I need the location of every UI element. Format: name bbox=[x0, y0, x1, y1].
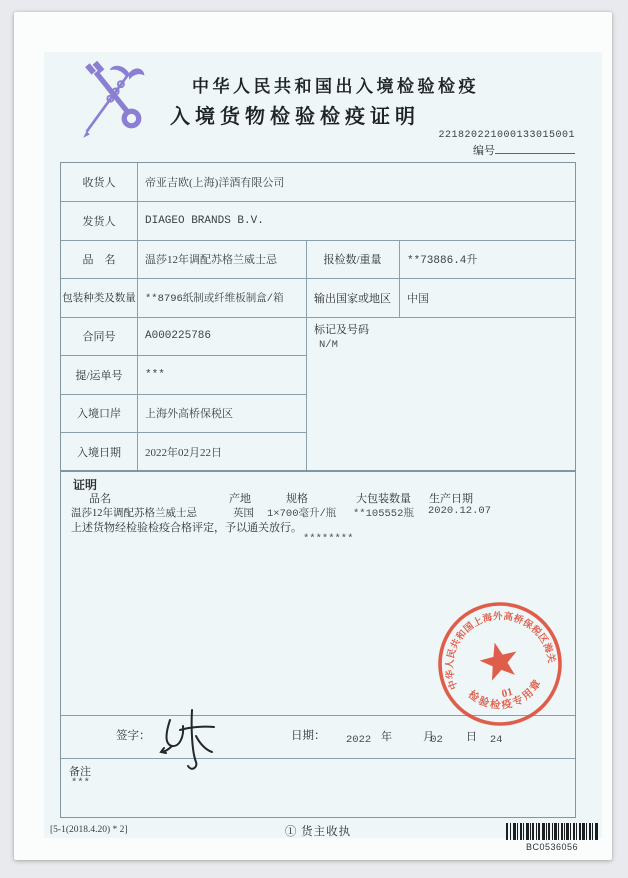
handwritten-signature bbox=[156, 706, 226, 778]
scanned-certificate-page bbox=[14, 12, 612, 860]
date-month: 02 bbox=[430, 734, 443, 746]
certification-section bbox=[60, 470, 576, 818]
date-year-unit: 年 bbox=[381, 731, 392, 743]
packaging-label: 包装种类及数量 bbox=[62, 293, 136, 304]
bill-of-lading-value: *** bbox=[145, 368, 165, 381]
customs-caduceus-key-emblem-icon bbox=[80, 60, 146, 140]
certificate-number: 221820221000133015001 bbox=[438, 130, 575, 141]
barcode-number: BC0536056 bbox=[525, 842, 579, 852]
export-country-label: 输出国家或地区 bbox=[314, 292, 391, 305]
copy-holder-label: ① 货主收执 bbox=[284, 826, 352, 838]
packaging-value: **8796纸制或纤维板制盒/箱 bbox=[145, 293, 284, 305]
signature-label: 签字： bbox=[116, 730, 151, 742]
certificate-number-underline bbox=[495, 142, 575, 154]
stamp-top-arc-text: 中华人民共和国上海外高桥保税区海关 bbox=[445, 611, 556, 691]
entry-port-value: 上海外高桥保税区 bbox=[145, 408, 233, 420]
marks-numbers-label: 标记及号码 bbox=[314, 324, 369, 336]
document-title-line1: 中华人民共和国出入境检验检疫 bbox=[192, 77, 479, 96]
cert-col-spec: 规格 bbox=[286, 493, 308, 505]
cert-col-proddate: 生产日期 bbox=[429, 493, 473, 505]
declared-quantity-label: 报检数/重量 bbox=[323, 254, 382, 266]
certificate-number-label: 编号 bbox=[473, 145, 495, 157]
remarks-value: *** bbox=[71, 777, 90, 789]
shipment-info-table bbox=[60, 162, 576, 472]
cert-col-origin: 产地 bbox=[229, 493, 251, 505]
consignor-value: DIAGEO BRANDS B.V. bbox=[145, 214, 264, 227]
form-code: [5-1(2018.4.20) * 2] bbox=[50, 825, 128, 835]
entry-date-value: 2022年02月22日 bbox=[145, 446, 222, 459]
barcode-image bbox=[506, 823, 598, 840]
end-of-text-mark: ******** bbox=[303, 533, 354, 545]
date-day-unit: 日 bbox=[466, 731, 477, 743]
cert-product-value: 温莎12年调配苏格兰威士忌 bbox=[71, 508, 197, 519]
date-month-unit: 月 bbox=[423, 731, 434, 743]
certificate-number-block bbox=[438, 130, 575, 159]
date-label: 日期： bbox=[291, 730, 326, 742]
cert-col-packages: 大包装数量 bbox=[356, 493, 411, 505]
contract-number-value: A000225786 bbox=[145, 330, 212, 342]
export-country-value: 中国 bbox=[407, 292, 429, 305]
cert-packages-value: **105552瓶 bbox=[353, 508, 414, 520]
contract-number-label: 合同号 bbox=[82, 331, 116, 343]
document-title-line2: 入境货物检验检疫证明 bbox=[170, 106, 420, 128]
stamp-number: 01 bbox=[500, 685, 515, 701]
bill-of-lading-label: 提/运单号 bbox=[75, 369, 123, 382]
marks-numbers-value: N/M bbox=[319, 339, 338, 351]
consignee-label: 收货人 bbox=[82, 177, 116, 189]
cert-spec-value: 1×700毫升/瓶 bbox=[267, 508, 337, 520]
certification-title: 证明 bbox=[73, 478, 98, 492]
date-day: 24 bbox=[489, 734, 503, 746]
entry-port-label: 入境口岸 bbox=[77, 408, 121, 420]
remarks-label: 备注 bbox=[69, 766, 91, 778]
consignee-value: 帝亚吉欧(上海)洋酒有限公司 bbox=[145, 177, 285, 189]
cert-origin-value: 英国 bbox=[233, 508, 254, 519]
cert-col-product: 品名 bbox=[89, 493, 111, 505]
cert-proddate-value: 2020.12.07 bbox=[428, 505, 492, 517]
product-name-value: 温莎12年调配苏格兰威士忌 bbox=[145, 254, 277, 266]
entry-date-label: 入境日期 bbox=[77, 446, 121, 459]
stamp-bottom-arc-text: 检验检疫专用章 bbox=[465, 678, 544, 712]
product-name-label: 品 名 bbox=[82, 254, 116, 266]
date-year: 2022 bbox=[346, 734, 372, 746]
consignor-label: 发货人 bbox=[82, 215, 116, 228]
declared-quantity-value: **73886.4升 bbox=[407, 255, 478, 267]
clearance-statement: 上述货物经检验检疫合格评定，予以通关放行。 bbox=[71, 522, 302, 534]
